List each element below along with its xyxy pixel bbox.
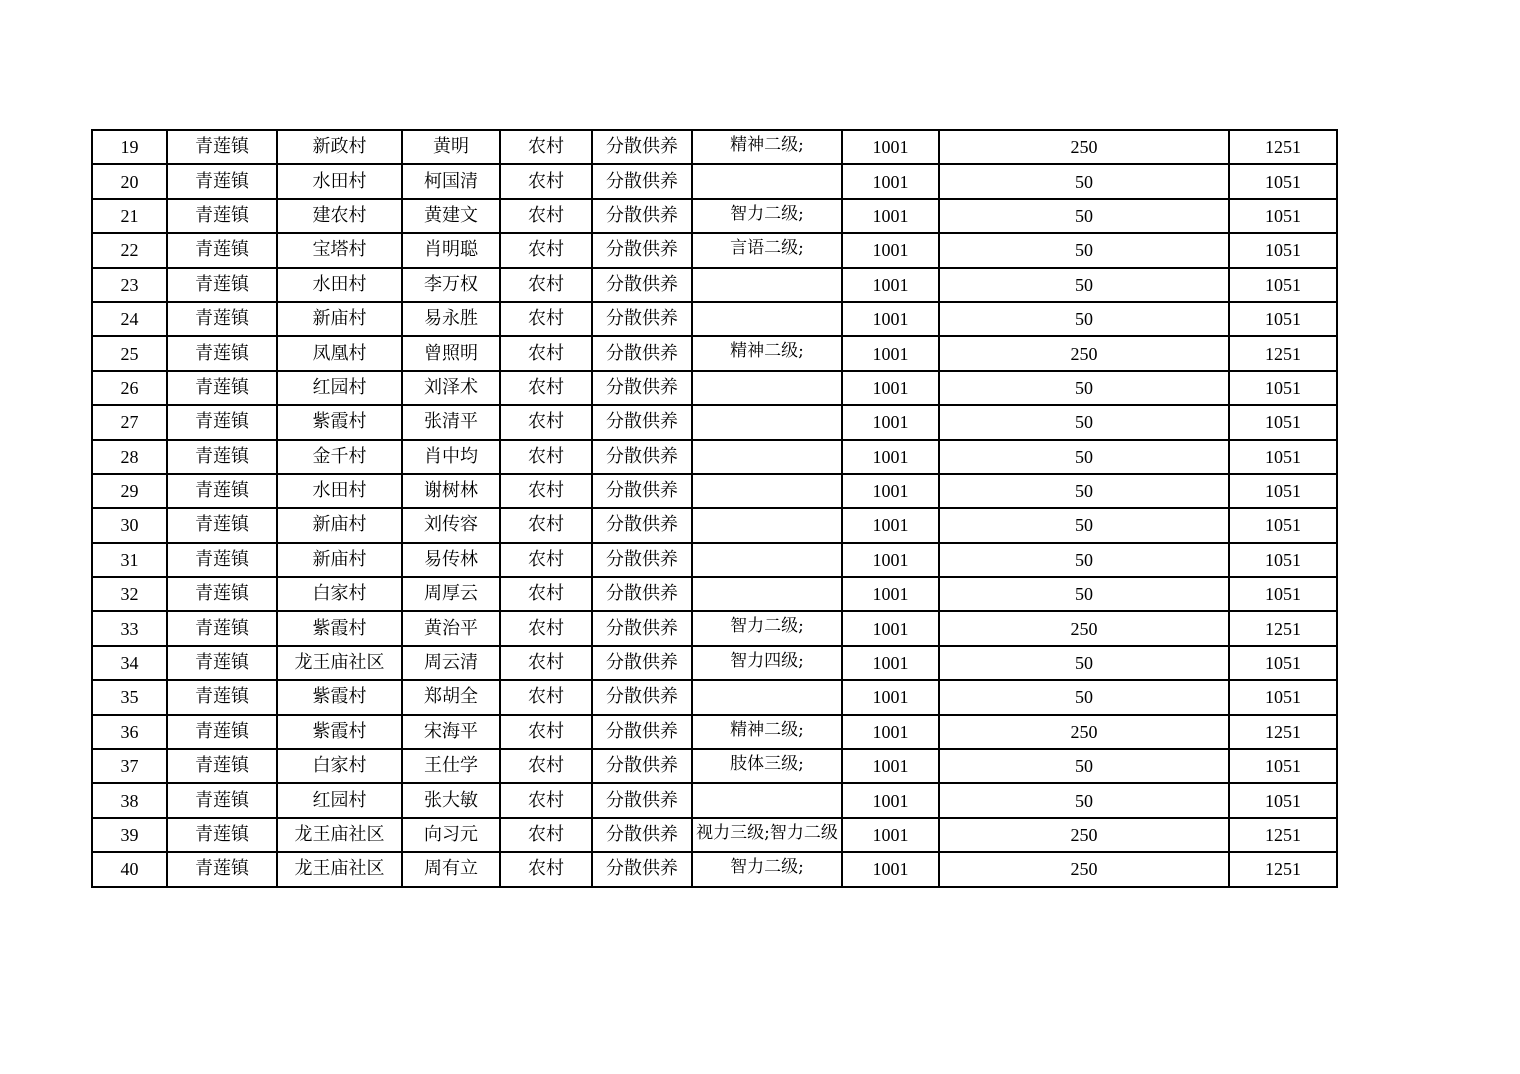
- cell-area-type: 农村: [500, 268, 592, 302]
- cell-town: 青莲镇: [167, 130, 277, 164]
- cell-subsidy-amount: 50: [939, 302, 1229, 336]
- cell-subsidy-amount: 250: [939, 336, 1229, 370]
- cell-serial-number: 23: [92, 268, 167, 302]
- cell-town: 青莲镇: [167, 336, 277, 370]
- cell-base-amount: 1001: [842, 405, 939, 439]
- cell-town: 青莲镇: [167, 268, 277, 302]
- cell-base-amount: 1001: [842, 371, 939, 405]
- table-row: [92, 577, 1337, 611]
- cell-village: 紫霞村: [277, 405, 402, 439]
- cell-town: 青莲镇: [167, 371, 277, 405]
- cell-person-name: 周有立: [402, 852, 500, 886]
- cell-disability-level: 言语二级;: [692, 233, 842, 267]
- cell-subsidy-amount: 50: [939, 646, 1229, 680]
- cell-serial-number: 36: [92, 715, 167, 749]
- cell-town: 青莲镇: [167, 233, 277, 267]
- cell-town: 青莲镇: [167, 164, 277, 198]
- cell-disability-level: 智力二级;: [692, 852, 842, 886]
- cell-disability-level: [692, 508, 842, 542]
- cell-town: 青莲镇: [167, 715, 277, 749]
- cell-total-amount: 1051: [1229, 508, 1337, 542]
- cell-village: 新庙村: [277, 302, 402, 336]
- cell-area-type: 农村: [500, 405, 592, 439]
- cell-subsidy-amount: 50: [939, 474, 1229, 508]
- cell-subsidy-amount: 50: [939, 783, 1229, 817]
- cell-area-type: 农村: [500, 199, 592, 233]
- cell-base-amount: 1001: [842, 474, 939, 508]
- cell-person-name: 宋海平: [402, 715, 500, 749]
- cell-support-type: 分散供养: [592, 749, 692, 783]
- cell-subsidy-amount: 250: [939, 715, 1229, 749]
- cell-village: 水田村: [277, 268, 402, 302]
- cell-person-name: 郑胡全: [402, 680, 500, 714]
- cell-subsidy-amount: 50: [939, 371, 1229, 405]
- data-table: [91, 129, 1338, 888]
- cell-total-amount: 1251: [1229, 336, 1337, 370]
- table-row: [92, 474, 1337, 508]
- cell-base-amount: 1001: [842, 783, 939, 817]
- cell-person-name: 黄治平: [402, 611, 500, 645]
- cell-subsidy-amount: 250: [939, 852, 1229, 886]
- cell-support-type: 分散供养: [592, 611, 692, 645]
- cell-base-amount: 1001: [842, 852, 939, 886]
- cell-town: 青莲镇: [167, 680, 277, 714]
- cell-area-type: 农村: [500, 302, 592, 336]
- cell-disability-level: [692, 405, 842, 439]
- cell-total-amount: 1051: [1229, 543, 1337, 577]
- cell-support-type: 分散供养: [592, 164, 692, 198]
- cell-subsidy-amount: 50: [939, 440, 1229, 474]
- cell-support-type: 分散供养: [592, 199, 692, 233]
- cell-total-amount: 1051: [1229, 302, 1337, 336]
- cell-total-amount: 1051: [1229, 749, 1337, 783]
- cell-base-amount: 1001: [842, 543, 939, 577]
- cell-subsidy-amount: 50: [939, 508, 1229, 542]
- cell-serial-number: 40: [92, 852, 167, 886]
- cell-village: 新庙村: [277, 508, 402, 542]
- cell-town: 青莲镇: [167, 302, 277, 336]
- cell-base-amount: 1001: [842, 508, 939, 542]
- cell-total-amount: 1051: [1229, 783, 1337, 817]
- cell-disability-level: 肢体三级;: [692, 749, 842, 783]
- cell-person-name: 张清平: [402, 405, 500, 439]
- cell-base-amount: 1001: [842, 164, 939, 198]
- cell-total-amount: 1051: [1229, 405, 1337, 439]
- cell-village: 龙王庙社区: [277, 818, 402, 852]
- cell-total-amount: 1251: [1229, 715, 1337, 749]
- cell-person-name: 肖明聪: [402, 233, 500, 267]
- cell-support-type: 分散供养: [592, 818, 692, 852]
- cell-total-amount: 1051: [1229, 577, 1337, 611]
- cell-serial-number: 21: [92, 199, 167, 233]
- cell-support-type: 分散供养: [592, 508, 692, 542]
- cell-disability-level: [692, 783, 842, 817]
- cell-disability-level: 精神二级;: [692, 130, 842, 164]
- cell-person-name: 周云清: [402, 646, 500, 680]
- cell-village: 紫霞村: [277, 611, 402, 645]
- cell-person-name: 黄建文: [402, 199, 500, 233]
- cell-total-amount: 1051: [1229, 233, 1337, 267]
- cell-serial-number: 29: [92, 474, 167, 508]
- cell-total-amount: 1251: [1229, 611, 1337, 645]
- cell-area-type: 农村: [500, 646, 592, 680]
- cell-village: 新庙村: [277, 543, 402, 577]
- cell-area-type: 农村: [500, 783, 592, 817]
- cell-town: 青莲镇: [167, 646, 277, 680]
- cell-town: 青莲镇: [167, 199, 277, 233]
- table-row: [92, 680, 1337, 714]
- cell-village: 龙王庙社区: [277, 852, 402, 886]
- cell-support-type: 分散供养: [592, 543, 692, 577]
- cell-total-amount: 1051: [1229, 199, 1337, 233]
- cell-serial-number: 20: [92, 164, 167, 198]
- cell-village: 白家村: [277, 749, 402, 783]
- cell-subsidy-amount: 250: [939, 818, 1229, 852]
- table-row: [92, 508, 1337, 542]
- cell-town: 青莲镇: [167, 405, 277, 439]
- cell-base-amount: 1001: [842, 440, 939, 474]
- cell-person-name: 向习元: [402, 818, 500, 852]
- cell-base-amount: 1001: [842, 611, 939, 645]
- cell-serial-number: 28: [92, 440, 167, 474]
- cell-person-name: 刘传容: [402, 508, 500, 542]
- cell-area-type: 农村: [500, 336, 592, 370]
- cell-town: 青莲镇: [167, 749, 277, 783]
- cell-disability-level: [692, 440, 842, 474]
- cell-base-amount: 1001: [842, 302, 939, 336]
- cell-disability-level: 视力三级;智力二级: [692, 818, 842, 852]
- cell-town: 青莲镇: [167, 783, 277, 817]
- cell-serial-number: 37: [92, 749, 167, 783]
- cell-support-type: 分散供养: [592, 852, 692, 886]
- cell-village: 新政村: [277, 130, 402, 164]
- cell-base-amount: 1001: [842, 646, 939, 680]
- cell-subsidy-amount: 250: [939, 611, 1229, 645]
- cell-village: 红园村: [277, 371, 402, 405]
- cell-total-amount: 1251: [1229, 852, 1337, 886]
- table-row: [92, 405, 1337, 439]
- cell-support-type: 分散供养: [592, 405, 692, 439]
- cell-disability-level: 精神二级;: [692, 715, 842, 749]
- cell-disability-level: [692, 577, 842, 611]
- cell-area-type: 农村: [500, 577, 592, 611]
- cell-serial-number: 32: [92, 577, 167, 611]
- cell-subsidy-amount: 50: [939, 164, 1229, 198]
- cell-town: 青莲镇: [167, 440, 277, 474]
- cell-area-type: 农村: [500, 680, 592, 714]
- cell-area-type: 农村: [500, 543, 592, 577]
- cell-village: 凤凰村: [277, 336, 402, 370]
- cell-support-type: 分散供养: [592, 783, 692, 817]
- cell-base-amount: 1001: [842, 268, 939, 302]
- cell-area-type: 农村: [500, 715, 592, 749]
- cell-base-amount: 1001: [842, 818, 939, 852]
- cell-support-type: 分散供养: [592, 680, 692, 714]
- cell-town: 青莲镇: [167, 543, 277, 577]
- cell-person-name: 张大敏: [402, 783, 500, 817]
- table-row: [92, 130, 1337, 164]
- cell-area-type: 农村: [500, 130, 592, 164]
- cell-base-amount: 1001: [842, 680, 939, 714]
- cell-area-type: 农村: [500, 440, 592, 474]
- cell-area-type: 农村: [500, 611, 592, 645]
- cell-disability-level: [692, 164, 842, 198]
- cell-total-amount: 1051: [1229, 474, 1337, 508]
- cell-subsidy-amount: 50: [939, 577, 1229, 611]
- cell-town: 青莲镇: [167, 577, 277, 611]
- cell-support-type: 分散供养: [592, 715, 692, 749]
- cell-village: 紫霞村: [277, 715, 402, 749]
- cell-area-type: 农村: [500, 818, 592, 852]
- cell-disability-level: [692, 680, 842, 714]
- cell-town: 青莲镇: [167, 508, 277, 542]
- cell-person-name: 刘泽术: [402, 371, 500, 405]
- cell-disability-level: [692, 371, 842, 405]
- cell-serial-number: 26: [92, 371, 167, 405]
- cell-disability-level: [692, 268, 842, 302]
- table-row: [92, 783, 1337, 817]
- cell-disability-level: 精神二级;: [692, 336, 842, 370]
- cell-village: 水田村: [277, 164, 402, 198]
- cell-total-amount: 1051: [1229, 680, 1337, 714]
- cell-village: 宝塔村: [277, 233, 402, 267]
- cell-area-type: 农村: [500, 233, 592, 267]
- cell-person-name: 周厚云: [402, 577, 500, 611]
- cell-total-amount: 1251: [1229, 130, 1337, 164]
- cell-person-name: 李万权: [402, 268, 500, 302]
- cell-total-amount: 1051: [1229, 440, 1337, 474]
- cell-serial-number: 33: [92, 611, 167, 645]
- cell-serial-number: 35: [92, 680, 167, 714]
- cell-support-type: 分散供养: [592, 130, 692, 164]
- cell-area-type: 农村: [500, 749, 592, 783]
- cell-person-name: 黄明: [402, 130, 500, 164]
- cell-village: 水田村: [277, 474, 402, 508]
- cell-serial-number: 25: [92, 336, 167, 370]
- cell-area-type: 农村: [500, 852, 592, 886]
- cell-disability-level: 智力四级;: [692, 646, 842, 680]
- cell-serial-number: 19: [92, 130, 167, 164]
- cell-subsidy-amount: 50: [939, 268, 1229, 302]
- cell-disability-level: 智力二级;: [692, 611, 842, 645]
- cell-subsidy-amount: 50: [939, 233, 1229, 267]
- table-row: [92, 371, 1337, 405]
- cell-base-amount: 1001: [842, 233, 939, 267]
- table-row: [92, 715, 1337, 749]
- table-row: [92, 164, 1337, 198]
- cell-area-type: 农村: [500, 164, 592, 198]
- cell-town: 青莲镇: [167, 611, 277, 645]
- cell-serial-number: 31: [92, 543, 167, 577]
- cell-person-name: 易永胜: [402, 302, 500, 336]
- cell-subsidy-amount: 50: [939, 749, 1229, 783]
- cell-subsidy-amount: 50: [939, 405, 1229, 439]
- cell-subsidy-amount: 50: [939, 680, 1229, 714]
- cell-disability-level: [692, 302, 842, 336]
- cell-base-amount: 1001: [842, 130, 939, 164]
- cell-town: 青莲镇: [167, 852, 277, 886]
- cell-support-type: 分散供养: [592, 371, 692, 405]
- cell-support-type: 分散供养: [592, 577, 692, 611]
- cell-village: 紫霞村: [277, 680, 402, 714]
- cell-area-type: 农村: [500, 508, 592, 542]
- table-row: [92, 818, 1337, 852]
- cell-village: 红园村: [277, 783, 402, 817]
- table-row: [92, 199, 1337, 233]
- cell-person-name: 曾照明: [402, 336, 500, 370]
- cell-area-type: 农村: [500, 371, 592, 405]
- cell-disability-level: [692, 543, 842, 577]
- cell-person-name: 肖中均: [402, 440, 500, 474]
- cell-person-name: 易传林: [402, 543, 500, 577]
- cell-total-amount: 1051: [1229, 164, 1337, 198]
- cell-base-amount: 1001: [842, 336, 939, 370]
- cell-village: 龙王庙社区: [277, 646, 402, 680]
- cell-subsidy-amount: 50: [939, 199, 1229, 233]
- cell-area-type: 农村: [500, 474, 592, 508]
- cell-serial-number: 39: [92, 818, 167, 852]
- cell-total-amount: 1051: [1229, 371, 1337, 405]
- cell-subsidy-amount: 50: [939, 543, 1229, 577]
- cell-serial-number: 24: [92, 302, 167, 336]
- cell-subsidy-amount: 250: [939, 130, 1229, 164]
- cell-support-type: 分散供养: [592, 440, 692, 474]
- table-row: [92, 646, 1337, 680]
- table-row: [92, 233, 1337, 267]
- table-body: [92, 130, 1337, 887]
- table-row: [92, 852, 1337, 886]
- cell-base-amount: 1001: [842, 715, 939, 749]
- cell-serial-number: 27: [92, 405, 167, 439]
- cell-serial-number: 38: [92, 783, 167, 817]
- cell-support-type: 分散供养: [592, 474, 692, 508]
- cell-base-amount: 1001: [842, 577, 939, 611]
- cell-support-type: 分散供养: [592, 336, 692, 370]
- cell-base-amount: 1001: [842, 749, 939, 783]
- table-row: [92, 749, 1337, 783]
- table-row: [92, 268, 1337, 302]
- cell-total-amount: 1051: [1229, 646, 1337, 680]
- cell-serial-number: 22: [92, 233, 167, 267]
- cell-town: 青莲镇: [167, 474, 277, 508]
- table-row: [92, 336, 1337, 370]
- cell-total-amount: 1051: [1229, 268, 1337, 302]
- cell-serial-number: 30: [92, 508, 167, 542]
- cell-support-type: 分散供养: [592, 646, 692, 680]
- table-row: [92, 302, 1337, 336]
- cell-total-amount: 1251: [1229, 818, 1337, 852]
- cell-person-name: 柯国清: [402, 164, 500, 198]
- cell-village: 金千村: [277, 440, 402, 474]
- cell-support-type: 分散供养: [592, 233, 692, 267]
- cell-person-name: 谢树林: [402, 474, 500, 508]
- cell-town: 青莲镇: [167, 818, 277, 852]
- cell-disability-level: [692, 474, 842, 508]
- cell-village: 建农村: [277, 199, 402, 233]
- cell-support-type: 分散供养: [592, 268, 692, 302]
- table-row: [92, 440, 1337, 474]
- cell-village: 白家村: [277, 577, 402, 611]
- cell-base-amount: 1001: [842, 199, 939, 233]
- cell-disability-level: 智力二级;: [692, 199, 842, 233]
- cell-serial-number: 34: [92, 646, 167, 680]
- cell-support-type: 分散供养: [592, 302, 692, 336]
- table-row: [92, 611, 1337, 645]
- cell-person-name: 王仕学: [402, 749, 500, 783]
- table-row: [92, 543, 1337, 577]
